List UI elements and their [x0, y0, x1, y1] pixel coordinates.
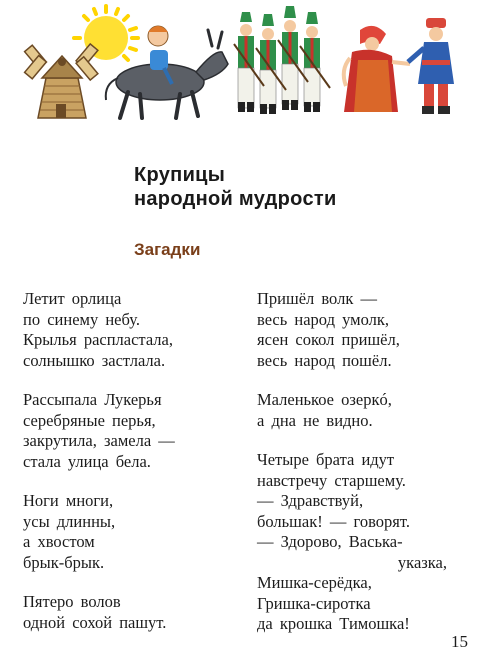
riddle-line: по синему небу. — [23, 309, 140, 329]
riddle-line: закрутила, замела — — [23, 431, 175, 450]
riddle-line: да крошка Тимошка! — [257, 614, 410, 633]
riddle — [23, 592, 238, 633]
page-number: 15 — [451, 632, 468, 651]
riddle-line: серебряные перья, — [23, 410, 156, 430]
riddle-line: брык-брык. — [23, 552, 105, 572]
riddle — [23, 390, 238, 472]
riddle-line: Ноги многи, — [23, 491, 114, 510]
title-line-2: народной мудрости — [134, 188, 337, 210]
riddle-line: Летит орлица — [23, 289, 122, 308]
riddle-line: а хвостом — [23, 532, 95, 551]
riddle-line: — Здорово, Васька- — [257, 532, 403, 551]
riddle-line: Крылья распластала, — [23, 330, 173, 349]
riddle-line: Мишка-серёдка, — [257, 573, 372, 592]
riddle-line: стала улица бела. — [23, 451, 151, 471]
title-line-1: Крупицы — [134, 164, 226, 186]
riddle-line: а дна не видно. — [257, 410, 373, 430]
page-title — [134, 163, 337, 211]
riddle-line: весь народ пошёл. — [257, 350, 392, 370]
riddle-line: навстречу старшему. — [257, 470, 406, 490]
section-subtitle: Загадки — [134, 240, 201, 259]
soldiers-icon — [234, 6, 330, 114]
riddle-line: ясен сокол пришёл, — [257, 330, 400, 349]
riddles-right-column — [257, 289, 489, 654]
riddle — [257, 289, 489, 371]
riddle-line: — Здравствуй, — [257, 491, 364, 510]
riddles-left-column — [23, 289, 238, 652]
riddle-line: весь народ умолк, — [257, 309, 389, 329]
riddle — [257, 390, 489, 431]
riddle-line: солнышко застлала. — [23, 350, 166, 370]
riddle-line: Рассыпала Лукерья — [23, 390, 162, 409]
old-woman-icon — [344, 26, 410, 112]
riddle-line: Пришёл волк — — [257, 289, 377, 308]
header-illustration — [0, 0, 500, 130]
riddle-line: Маленькое озеркó, — [257, 390, 392, 409]
riddle — [257, 450, 489, 635]
riddle-line: указка, — [397, 552, 447, 572]
riddle-line: Гришка-сиротка — [257, 593, 371, 613]
riddle-line: Четыре брата идут — [257, 450, 395, 469]
riddle — [23, 491, 238, 573]
riddle-line: большак! — говорят. — [257, 511, 410, 531]
windmill-icon — [25, 44, 98, 118]
young-man-icon — [408, 18, 454, 114]
riddle-line: одной сохой пашут. — [23, 612, 167, 632]
riddle-line: усы длинны, — [23, 511, 116, 531]
riddle-line: Пятеро волов — [23, 592, 121, 611]
riddle — [23, 289, 238, 371]
